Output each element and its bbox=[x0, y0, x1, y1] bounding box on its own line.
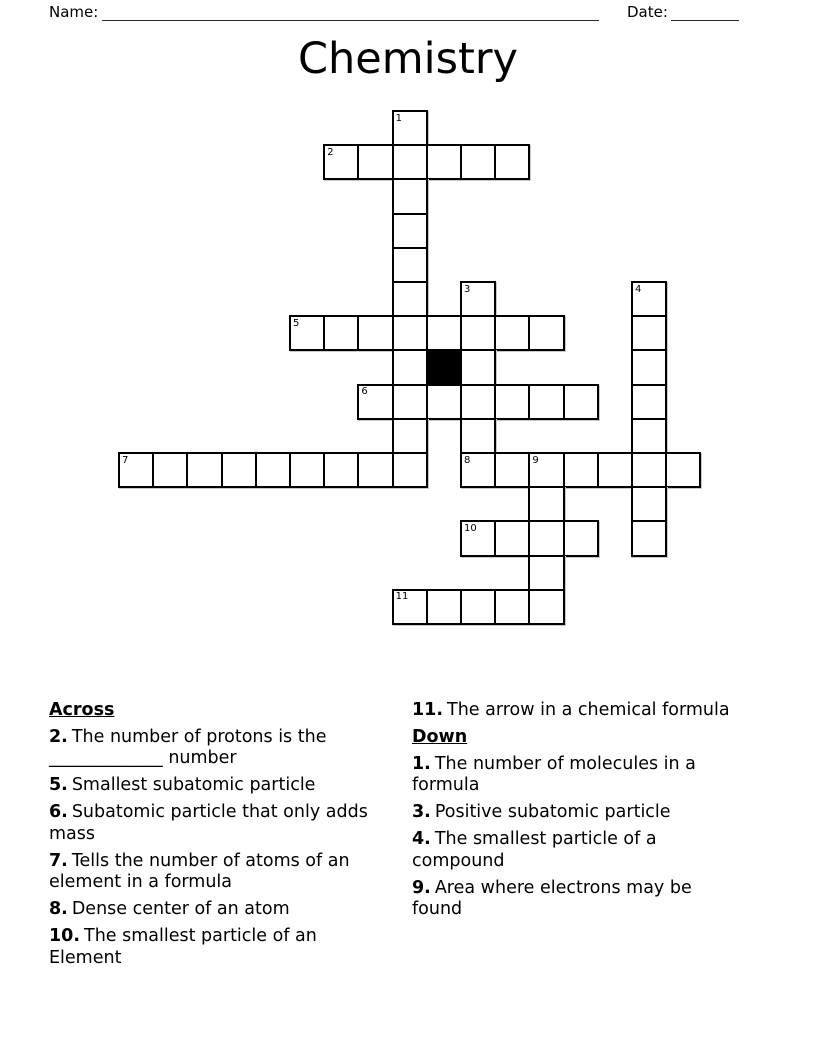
grid-cell bbox=[460, 384, 496, 420]
grid-cell bbox=[426, 384, 462, 420]
name-label: Name: bbox=[49, 3, 99, 21]
down-clue-3 bbox=[412, 802, 734, 824]
clue-number: 3. bbox=[412, 802, 431, 822]
grid-cell bbox=[426, 589, 462, 625]
grid-cell bbox=[460, 520, 496, 556]
grid-cell bbox=[460, 281, 496, 317]
across-clue-5 bbox=[49, 775, 385, 797]
grid-cell bbox=[186, 452, 222, 488]
cell-number: 9 bbox=[532, 454, 539, 466]
grid-cell bbox=[528, 452, 564, 488]
grid-cell bbox=[392, 589, 428, 625]
cell-number: 11 bbox=[395, 591, 409, 603]
grid-cell bbox=[460, 315, 496, 351]
clue-number: 7. bbox=[49, 850, 68, 871]
grid-cell bbox=[426, 144, 462, 180]
clue-text: Smallest subatomic particle bbox=[71, 775, 316, 795]
grid-cell bbox=[631, 452, 667, 488]
grid-cell bbox=[460, 589, 496, 625]
cell-number: 4 bbox=[635, 283, 642, 295]
grid-cell bbox=[426, 315, 462, 351]
clue-number: 11. bbox=[412, 700, 444, 720]
grid-cell bbox=[631, 418, 667, 454]
grid-cell bbox=[118, 452, 154, 488]
grid-cell bbox=[631, 349, 667, 385]
cell-number: 3 bbox=[464, 283, 471, 295]
clue-text: Subatomic particle that only adds mass bbox=[49, 802, 368, 844]
grid-cell bbox=[460, 144, 496, 180]
grid-cell bbox=[392, 178, 428, 214]
grid-cell bbox=[528, 520, 564, 556]
grid-cell bbox=[323, 315, 359, 351]
grid-cell bbox=[631, 384, 667, 420]
grid-cell bbox=[665, 452, 701, 488]
name-blank-line bbox=[102, 2, 599, 21]
grid-cell bbox=[563, 520, 599, 556]
grid-cell bbox=[221, 452, 257, 488]
grid-cell bbox=[392, 213, 428, 249]
grid-cell bbox=[528, 315, 564, 351]
cell-number: 5 bbox=[293, 317, 300, 329]
across-clue-6 bbox=[49, 802, 385, 845]
clue-text: Area where electrons may be found bbox=[412, 877, 692, 919]
grid-cell bbox=[631, 520, 667, 556]
cell-number: 7 bbox=[122, 454, 129, 466]
grid-cell bbox=[494, 384, 530, 420]
grid-cell bbox=[494, 144, 530, 180]
clue-number: 6. bbox=[49, 802, 68, 822]
grid-cell bbox=[323, 144, 359, 180]
grid-cell bbox=[563, 384, 599, 420]
grid-cell bbox=[528, 384, 564, 420]
cell-number: 6 bbox=[361, 386, 368, 398]
grid-cell bbox=[392, 247, 428, 283]
clue-number: 10. bbox=[49, 926, 81, 946]
clue-text: Tells the number of atoms of an element in a formula bbox=[49, 850, 350, 892]
clue-number: 1. bbox=[412, 753, 431, 774]
grid-cell bbox=[392, 281, 428, 317]
grid-cell bbox=[392, 384, 428, 420]
grid-cell bbox=[494, 589, 530, 625]
grid-cell bbox=[563, 452, 599, 488]
clues-left-column bbox=[49, 700, 385, 975]
grid-cell bbox=[392, 418, 428, 454]
grid-cell bbox=[460, 452, 496, 488]
clue-text: The number of protons is the _____________ number bbox=[49, 726, 327, 768]
clue-number: 5. bbox=[49, 775, 68, 795]
grid-cell bbox=[152, 452, 188, 488]
down-clue-9 bbox=[412, 878, 734, 921]
clue-text: Positive subatomic particle bbox=[434, 802, 671, 822]
grid-cell bbox=[357, 144, 393, 180]
across-clue-10 bbox=[49, 926, 385, 969]
date-label: Date: bbox=[627, 3, 668, 21]
clue-text: The smallest particle of an Element bbox=[49, 926, 317, 968]
clue-number: 9. bbox=[412, 877, 431, 898]
clues-right-column bbox=[412, 700, 734, 926]
down-clue-1 bbox=[412, 754, 734, 797]
grid-cell bbox=[631, 281, 667, 317]
across-clue-11 bbox=[412, 700, 734, 722]
grid-cell bbox=[528, 486, 564, 522]
grid-cell bbox=[357, 315, 393, 351]
black-cell bbox=[426, 349, 462, 385]
cell-number: 1 bbox=[395, 112, 402, 124]
across-clue-7 bbox=[49, 851, 385, 894]
grid-cell bbox=[528, 589, 564, 625]
across-heading: Across bbox=[49, 700, 115, 720]
grid-cell bbox=[631, 315, 667, 351]
cell-number: 10 bbox=[464, 522, 477, 534]
grid-cell bbox=[323, 452, 359, 488]
down-clue-4 bbox=[412, 829, 734, 872]
cell-number: 8 bbox=[464, 454, 471, 466]
clue-text: The number of molecules in a formula bbox=[412, 753, 696, 795]
grid-cell bbox=[494, 520, 530, 556]
clue-text: Dense center of an atom bbox=[71, 899, 290, 919]
grid-cell bbox=[494, 452, 530, 488]
clue-number: 8. bbox=[49, 899, 68, 919]
page-title: Chemistry bbox=[298, 34, 518, 84]
grid-cell bbox=[392, 452, 428, 488]
crossword-grid bbox=[118, 110, 702, 626]
grid-cell bbox=[392, 144, 428, 180]
down-heading: Down bbox=[412, 727, 468, 747]
grid-cell bbox=[494, 315, 530, 351]
grid-cell bbox=[392, 315, 428, 351]
clue-number: 2. bbox=[49, 726, 68, 747]
grid-cell bbox=[528, 555, 564, 591]
across-clue-8 bbox=[49, 899, 385, 921]
grid-cell bbox=[392, 110, 428, 146]
across-clue-2 bbox=[49, 727, 385, 770]
date-blank-line bbox=[671, 2, 739, 21]
clue-number: 4. bbox=[412, 829, 431, 849]
grid-cell bbox=[460, 418, 496, 454]
cell-number: 2 bbox=[327, 146, 334, 158]
grid-cell bbox=[289, 452, 325, 488]
clue-text: The smallest particle of a compound bbox=[412, 829, 657, 871]
grid-cell bbox=[357, 384, 393, 420]
clue-text: The arrow in a chemical formula bbox=[447, 700, 730, 720]
grid-cell bbox=[597, 452, 633, 488]
grid-cell bbox=[255, 452, 291, 488]
grid-cell bbox=[357, 452, 393, 488]
grid-cell bbox=[631, 486, 667, 522]
grid-cell bbox=[392, 349, 428, 385]
grid-cell bbox=[460, 349, 496, 385]
grid-cell bbox=[289, 315, 325, 351]
